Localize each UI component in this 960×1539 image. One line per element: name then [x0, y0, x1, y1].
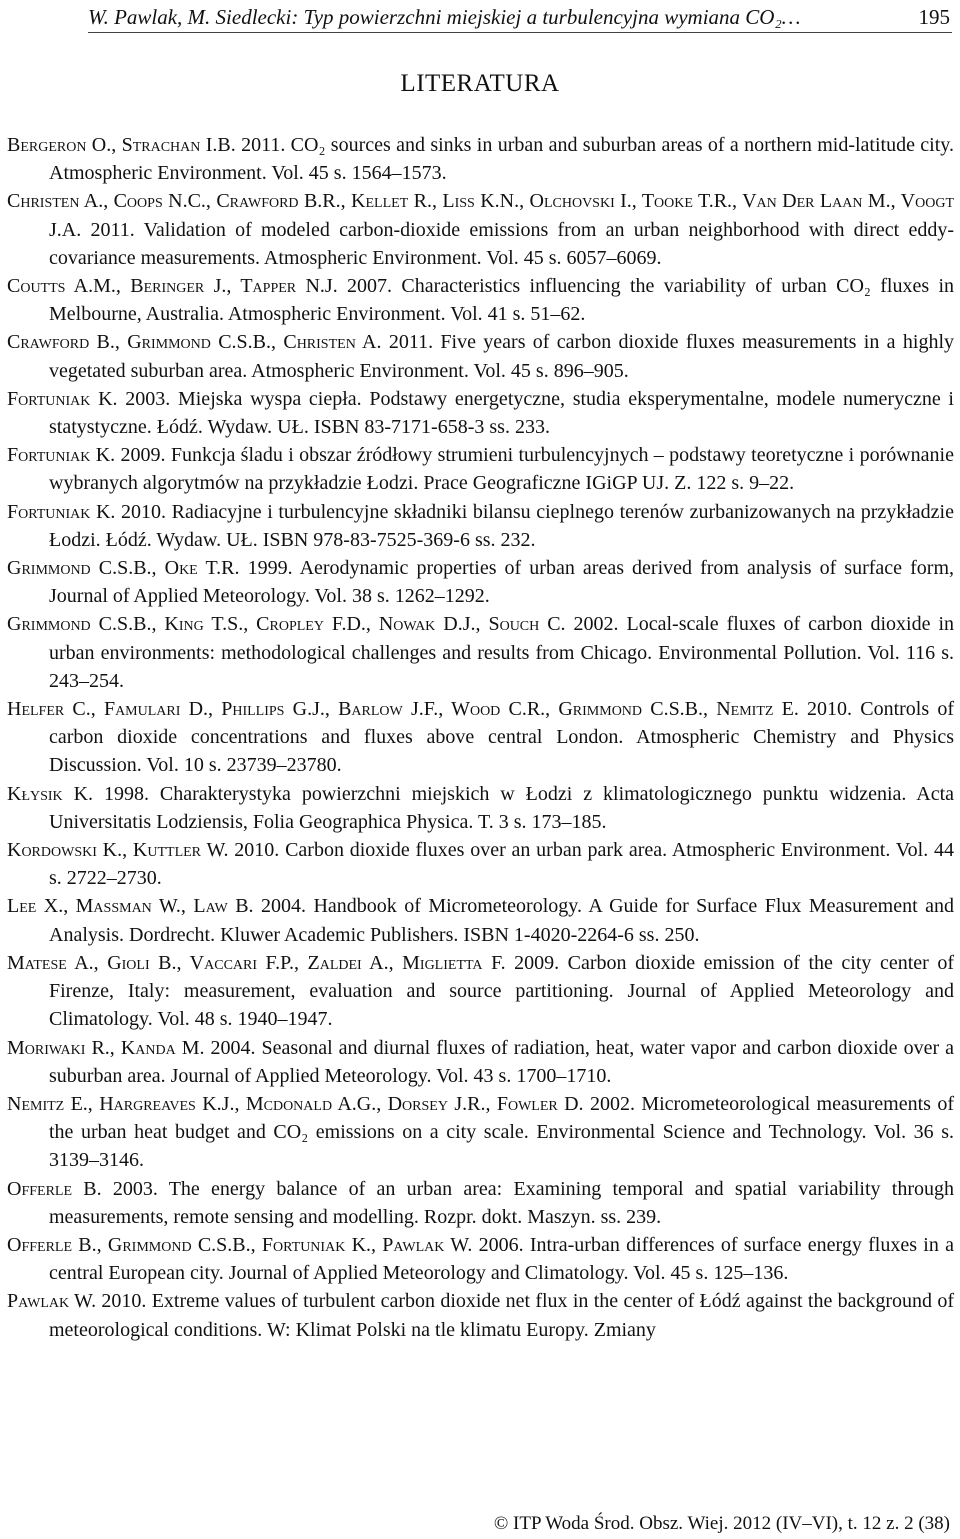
reference-authors: Fortuniak K. [7, 444, 116, 467]
reference-authors: Coutts A.M., Beringer J., Tapper N.J. [7, 275, 338, 298]
reference-text: 2007. Characteristics influencing the variability of urban CO₂ fluxes in Melbourne, Australia. Atmospheric Environment. Vol. 41 s. 51–62. [49, 275, 954, 326]
reference-text: 2010. Radiacyjne i turbulencyjne składniki bilansu cieplnego terenów zurbanizowanych na przykładzie Łodzi. Łódź. Wydaw. UŁ. ISBN 978-83-7525-369-6 ss. 232. [49, 500, 954, 551]
reference-entry [7, 949, 954, 1034]
reference-entry [7, 1090, 954, 1175]
reference-text: 2009. Funkcja śladu i obszar źródłowy strumieni turbulencyjnych – podstawy teoretyczne i porównanie wybranych algorytmów na przykładzie Łodzi. Prace Geograficzne IGiGP UJ. Z. 122 s. 9–22. [49, 444, 954, 495]
reference-entry [7, 328, 954, 384]
reference-authors: Grimmond C.S.B., King T.S., Cropley F.D., Nowak D.J., Souch C. [7, 613, 566, 636]
reference-authors: Bergeron O., Strachan I.B. [7, 134, 236, 156]
reference-text: 2011. CO₂ sources and sinks in urban and suburban areas of a northern mid-latitude city. Atmospheric Environment. Vol. 45 s. 1564–1573. [49, 134, 954, 185]
running-header [88, 4, 952, 33]
reference-entry [7, 1175, 954, 1231]
reference-authors: Matese A., Gioli B., Vaccari F.P., Zaldei A., Miglietta F. [7, 951, 506, 974]
reference-text: 2011. Five years of carbon dioxide fluxes measurements in a highly vegetated suburban area. Atmospheric Environment. Vol. 45 s. 896–905. [49, 331, 954, 382]
reference-authors: Fortuniak K. [7, 500, 116, 523]
reference-authors: Nemitz E., Hargreaves K.J., Mcdonald A.G., Dorsey J.R., Fowler D. [7, 1092, 584, 1115]
reference-authors: Lee X., Massman W., Law B. [7, 895, 254, 918]
reference-text: 2003. The energy balance of an urban area: Examining temporal and spatial variability through measurements, remote sensing and modelling. Rozpr. dokt. Maszyn. ss. 239. [49, 1177, 954, 1228]
reference-entry [7, 610, 954, 695]
reference-authors: Fortuniak K. [7, 387, 118, 410]
running-title: W. Pawlak, M. Siedlecki: Typ powierzchni miejskiej a turbulencyjna wymiana CO₂… [88, 5, 801, 29]
reference-text: 2009. Carbon dioxide emission of the city center of Firenze, Italy: measurement, evaluation and source partitioning. Journal of Applied Meteorology and Climatology. Vol. 48 s. 1940–1947. [49, 951, 955, 1031]
reference-text: 2004. Handbook of Micrometeorology. A Guide for Surface Flux Measurement and Analysis. Dordrecht. Kluwer Academic Publishers. ISBN 1-4020-2264-6 ss. 250. [49, 895, 954, 946]
reference-authors: Grimmond C.S.B., Oke T.R. [7, 557, 240, 580]
section-title: LITERATURA [400, 70, 560, 97]
reference-entry [7, 695, 954, 780]
reference-authors: Kłysik K. [7, 782, 94, 805]
reference-authors: Pawlak W. [7, 1290, 97, 1313]
reference-entry [7, 385, 954, 441]
reference-text: 1998. Charakterystyka powierzchni miejskich w Łodzi z klimatologicznego punktu widzenia. Acta Universitatis Lodziensis, Folia Geographica Physica. T. 3 s. 173–185. [49, 782, 955, 833]
reference-text: 2010. Controls of carbon dioxide concentrations and fluxes above central London. Atmospheric Chemistry and Physics Discussion. Vol. 10 s. 23739–23780. [49, 698, 954, 777]
reference-entry [7, 498, 954, 554]
reference-authors: Kordowski K., Kuttler W. [7, 839, 229, 862]
reference-text: 2002. Local-scale fluxes of carbon dioxide in urban environments: methodological challenges and results from Chicago. Environmental Pollution. Vol. 116 s. 243–254. [49, 613, 954, 692]
reference-authors: Christen A., Coops N.C., Crawford B.R., Kellet R., Liss K.N., Olchovski I., Tooke T.R., Van Der Laan M., Voogt J.A. [7, 190, 954, 241]
reference-authors: Offerle B. [7, 1177, 102, 1200]
reference-entry [7, 187, 954, 272]
reference-text: 2002. Micrometeorological measurements of the urban heat budget and CO₂ emissions on a city scale. Environmental Science and Technology. Vol. 36 s. 3139–3146. [49, 1092, 954, 1172]
reference-entry [7, 554, 954, 610]
reference-authors: Moriwaki R., Kanda M. [7, 1036, 205, 1059]
footer-copyright: © ITP Woda Środ. Obsz. Wiej. 2012 (IV–VI), t. 12 z. 2 (38) [493, 1513, 950, 1534]
reference-text: 2004. Seasonal and diurnal fluxes of radiation, heat, water vapor and carbon dioxide over a suburban area. Journal of Applied Meteorology. Vol. 43 s. 1700–1710. [49, 1036, 955, 1087]
reference-list [7, 131, 954, 1344]
page-number: 195 [918, 5, 950, 29]
reference-entry [7, 836, 954, 892]
reference-text: 2003. Miejska wyspa ciepła. Podstawy energetyczne, studia eksperymentalne, modele numeryczne i statystyczne. Łódź. Wydaw. UŁ. ISBN 83-7171-658-3 ss. 233. [49, 387, 954, 439]
reference-entry [7, 272, 954, 328]
reference-authors: Crawford B., Grimmond C.S.B., Christen A. [7, 331, 382, 354]
reference-authors: Offerle B., Grimmond C.S.B., Fortuniak K., Pawlak W. [7, 1233, 473, 1256]
reference-text: 2010. Carbon dioxide fluxes over an urban park area. Atmospheric Environment. Vol. 44 s. 2722–2730. [49, 839, 954, 890]
reference-entry [7, 892, 954, 948]
reference-authors: Helfer C., Famulari D., Phillips G.J., Barlow J.F., Wood C.R., Grimmond C.S.B., Nemitz E. [7, 698, 799, 721]
reference-text: 1999. Aerodynamic properties of urban areas derived from analysis of surface form, Journal of Applied Meteorology. Vol. 38 s. 1262–1292. [49, 557, 954, 608]
reference-entry [7, 131, 954, 187]
reference-text: 2006. Intra-urban differences of surface energy fluxes in a central European city. Journal of Applied Meteorology and Climatology. Vol. 45 s. 125–136. [49, 1233, 954, 1285]
reference-text: 2011. Validation of modeled carbon-dioxide emissions from an urban neighborhood with direct eddy-covariance measurements. Atmospheric Environment. Vol. 45 s. 6057–6069. [49, 218, 954, 269]
reference-entry [7, 1034, 954, 1090]
reference-entry [7, 441, 954, 497]
reference-text: 2010. Extreme values of turbulent carbon dioxide net flux in the center of Łódź against the background of meteorological conditions. W: Klimat Polski na tle klimatu Europy. Zmiany [49, 1290, 955, 1341]
reference-entry [7, 1231, 954, 1287]
reference-entry [7, 1287, 954, 1343]
reference-entry [7, 780, 954, 836]
